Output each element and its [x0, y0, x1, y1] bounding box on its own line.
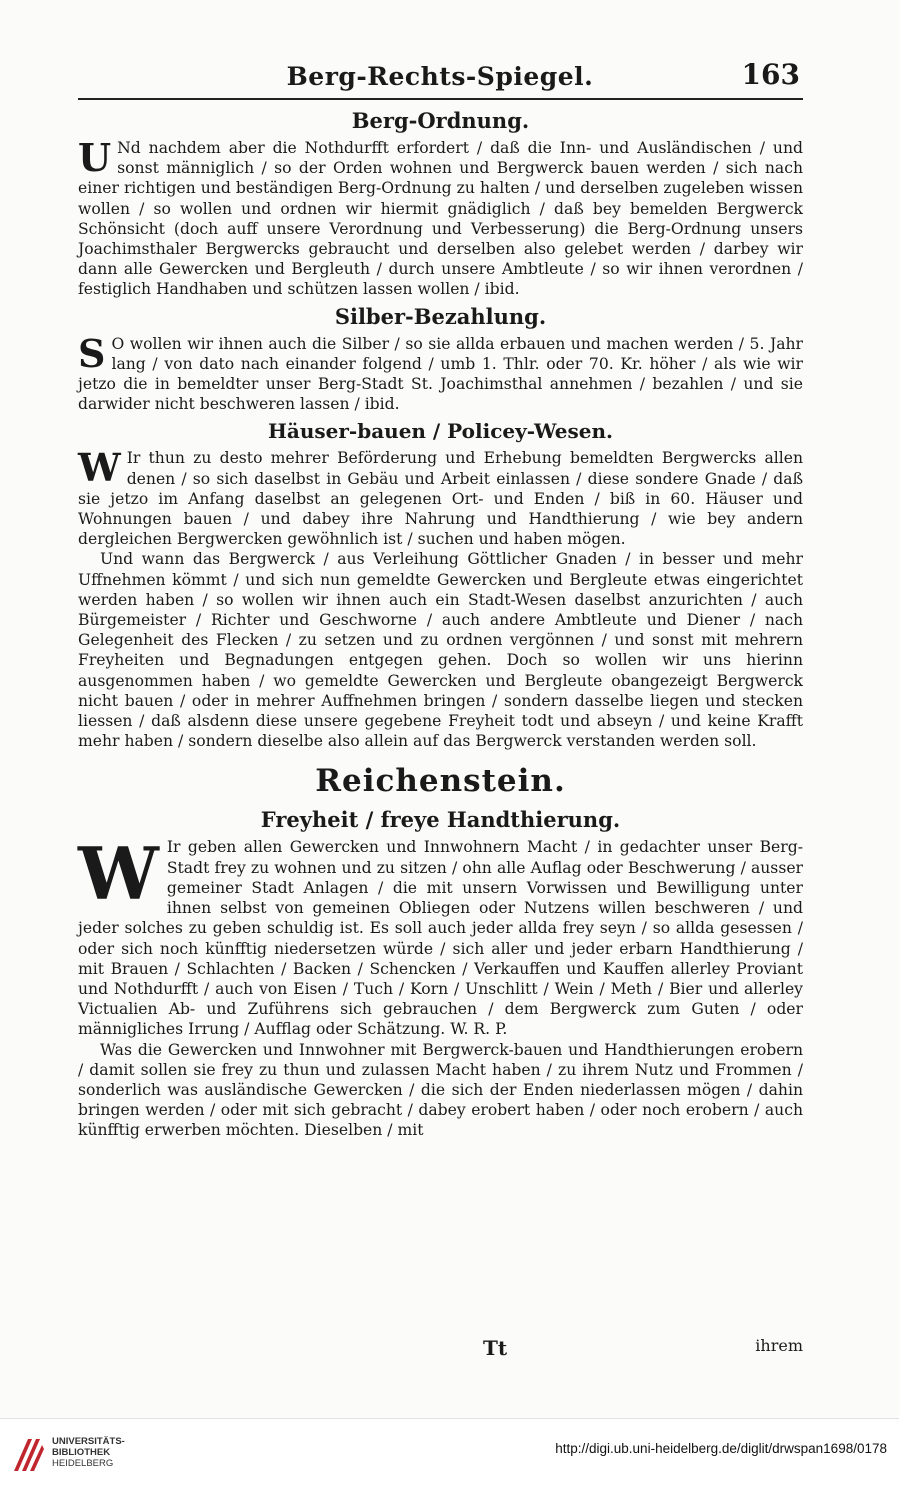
logo-line-2: BIBLIOTHEK — [52, 1447, 111, 1458]
paragraph-text: Ir thun zu desto mehrer Beförderung und Erhebung bemeldten Bergwercks allen denen / so sich daselbst in Gebäu und Arbeit einlassen / diese sondere Gnade / daß sie jetzo im Anfang daselbst an gelegenen Ort- und Enden / biß in 60. Häuser und Wohnungen bauen / und dabey ihre Nahrung und Handthierung / wie bey andern dergleichen Bergwercken gewöhnlich ist / suchen und haben mögen. — [78, 449, 803, 549]
header-rule — [78, 98, 803, 100]
heading-haeuser-bauen: Häuser-bauen / Policey-Wesen. — [267, 419, 613, 444]
paragraph-text: Was die Gewercken und Innwohner mit Bergwerck-bauen und Handthierungen erobern / damit sollen sie frey zu thun und zulassen Macht haben / zu ihrem Nutz und Frommen / sonderlich was ausländische Gewercken / die sich der Enden niederlassen mögen / dahin bringen werden / oder mit sich gebracht / dabey erobert haben / oder noch erobern / auch künfftig erwerben möchten. Dieselben / mit — [78, 1040, 803, 1140]
paragraph-text: Nd nachdem aber die Nothdurfft erfordert / daß die Inn- und Ausländischen / und sonst männiglich / so der Orden wohnen und Bergwerck bauen werden / sich nach einer richtigen und beständigen Berg-Ordnung zu halten / und derselben zugeleben wissen wollen / so wollen und ordnen wir hiermit gnädiglich / daß bey bemelden Bergwerck Schönsicht (doch auff unsere Verordnung und Verbesserung) die Berg-Ordnung unsers Joachimsthaler Bergwercks gebraucht und derselben also gelebet werden / darbey wir dann alle Gewercken und Bergleuth / durch unsere Ambtleute / so wir ihnen verordnen / festiglich Handhaben und schützen lassen wollen / ibid. — [78, 139, 803, 299]
running-title: Berg-Rechts-Spiegel. — [286, 62, 594, 91]
catch-line — [78, 1336, 803, 1360]
page-number: 163 — [741, 58, 800, 91]
initial-letter: W — [78, 831, 159, 917]
permalink-url[interactable]: http://digi.ub.uni-heidelberg.de/diglit/drwspan1698/0178 — [555, 1441, 887, 1456]
paragraph-haeuser-bauen-2 — [78, 549, 803, 751]
initial-letter: S — [78, 330, 106, 376]
paragraph-silber-bezahlung — [78, 330, 803, 415]
logo-line-1: UNIVERSITÄTS- — [52, 1436, 125, 1447]
subheading-freyheit: Freyheit / freye Handthierung. — [260, 807, 621, 833]
paragraph-reichenstein-1 — [78, 831, 803, 1039]
paragraph-text: Und wann das Bergwerck / aus Verleihung Göttlicher Gnaden / in besser und mehr Uffnehmen kömmt / und sich nun gemeldte Gewercken und Bergleute etwas eingerichtet werden haben / so wollen wir ihnen auch ein Stadt-Wesen daselbst anzurichten / auch Bürgemeister / Richter und Geschworne / auch andere Ambtleute und Diener / nach Gelegenheit des Flecken / zu setzen und zu ordnen vergönnen / und sonst mit mehrern Freyheiten und Begnadungen entgegen gehen. Doch so wollen wir uns hierinn ausgenommen haben / wo gemeldte Gewercken und Bergleute obangezeigt Bergwerck nicht bauen / oder in mehrer Auffnehmen bringen / sondern dasselbe liegen und stecken liessen / daß alsdenn diese unsere gegebene Freyheit todt und abseyn / und keine Krafft mehr haben / sondern dieselbe also allein auf das Bergwerck verstanden werden soll. — [78, 550, 803, 751]
catchword: ihrem — [755, 1336, 803, 1355]
heading-berg-ordnung: Berg-Ordnung. — [351, 108, 530, 133]
running-head — [80, 58, 800, 98]
initial-letter: U — [78, 135, 112, 180]
footer-bar — [0, 1418, 899, 1493]
library-logo[interactable] — [12, 1429, 152, 1477]
paragraph-berg-ordnung — [78, 135, 803, 300]
library-logo-icon — [12, 1433, 46, 1473]
logo-line-3: HEIDELBERG — [52, 1458, 114, 1469]
paragraph-reichenstein-2 — [78, 1040, 803, 1141]
paragraph-text: O wollen wir ihnen auch die Silber / so sie allda erbauen und machen werden / 5. Jahr lang / von dato nach einander folgend / umb 1. Thlr. oder 70. Kr. höher / als wie wir jetzo die in bemeldter unser Berg-Stadt St. Joachimsthal annehmen / bezahlen / und sie darwider nicht beschweren lassen / ibid. — [78, 334, 803, 414]
initial-letter: W — [78, 445, 121, 491]
heading-reichenstein: Reichenstein. — [315, 763, 566, 800]
paragraph-text: Ir geben allen Gewercken und Innwohnern Macht / in gedachter unser Berg-Stadt frey zu wohnen und zu sitzen / ohn alle Auflag oder Beschwerung / ausser gemeiner Stadt Anlagen / die mit unsern Vorwissen und Bewilligung unter ihnen selbst von gemeinen Obliegen oder Nutzens willen beschweren / und jeder solches zu geben schuldig ist. Es soll auch jeder allda frey seyn / so allda gesessen / oder sich noch künfftig niedersetzen würde / sich aller und jeder erbarn Handthierung / mit Brauen / Schlachten / Backen / Schencken / Verkauffen und Kauffen allerley Proviant und Nothdurfft / auch von Eisen / Tuch / Korn / Unschlitt / Wein / Meth / Bier und allerley Victualien Ab- und Zuführens sich gebrauchen / dem Bergwerck zum Guten / oder männigliches Irrung / Aufflag oder Schätzung. W. R. P. — [78, 838, 803, 1039]
library-logo-text — [52, 1436, 125, 1469]
text-block — [78, 104, 803, 1141]
signature-mark: Tt — [483, 1336, 508, 1360]
heading-silber-bezahlung: Silber-Bezahlung. — [334, 303, 547, 329]
paragraph-haeuser-bauen-1 — [78, 445, 803, 549]
